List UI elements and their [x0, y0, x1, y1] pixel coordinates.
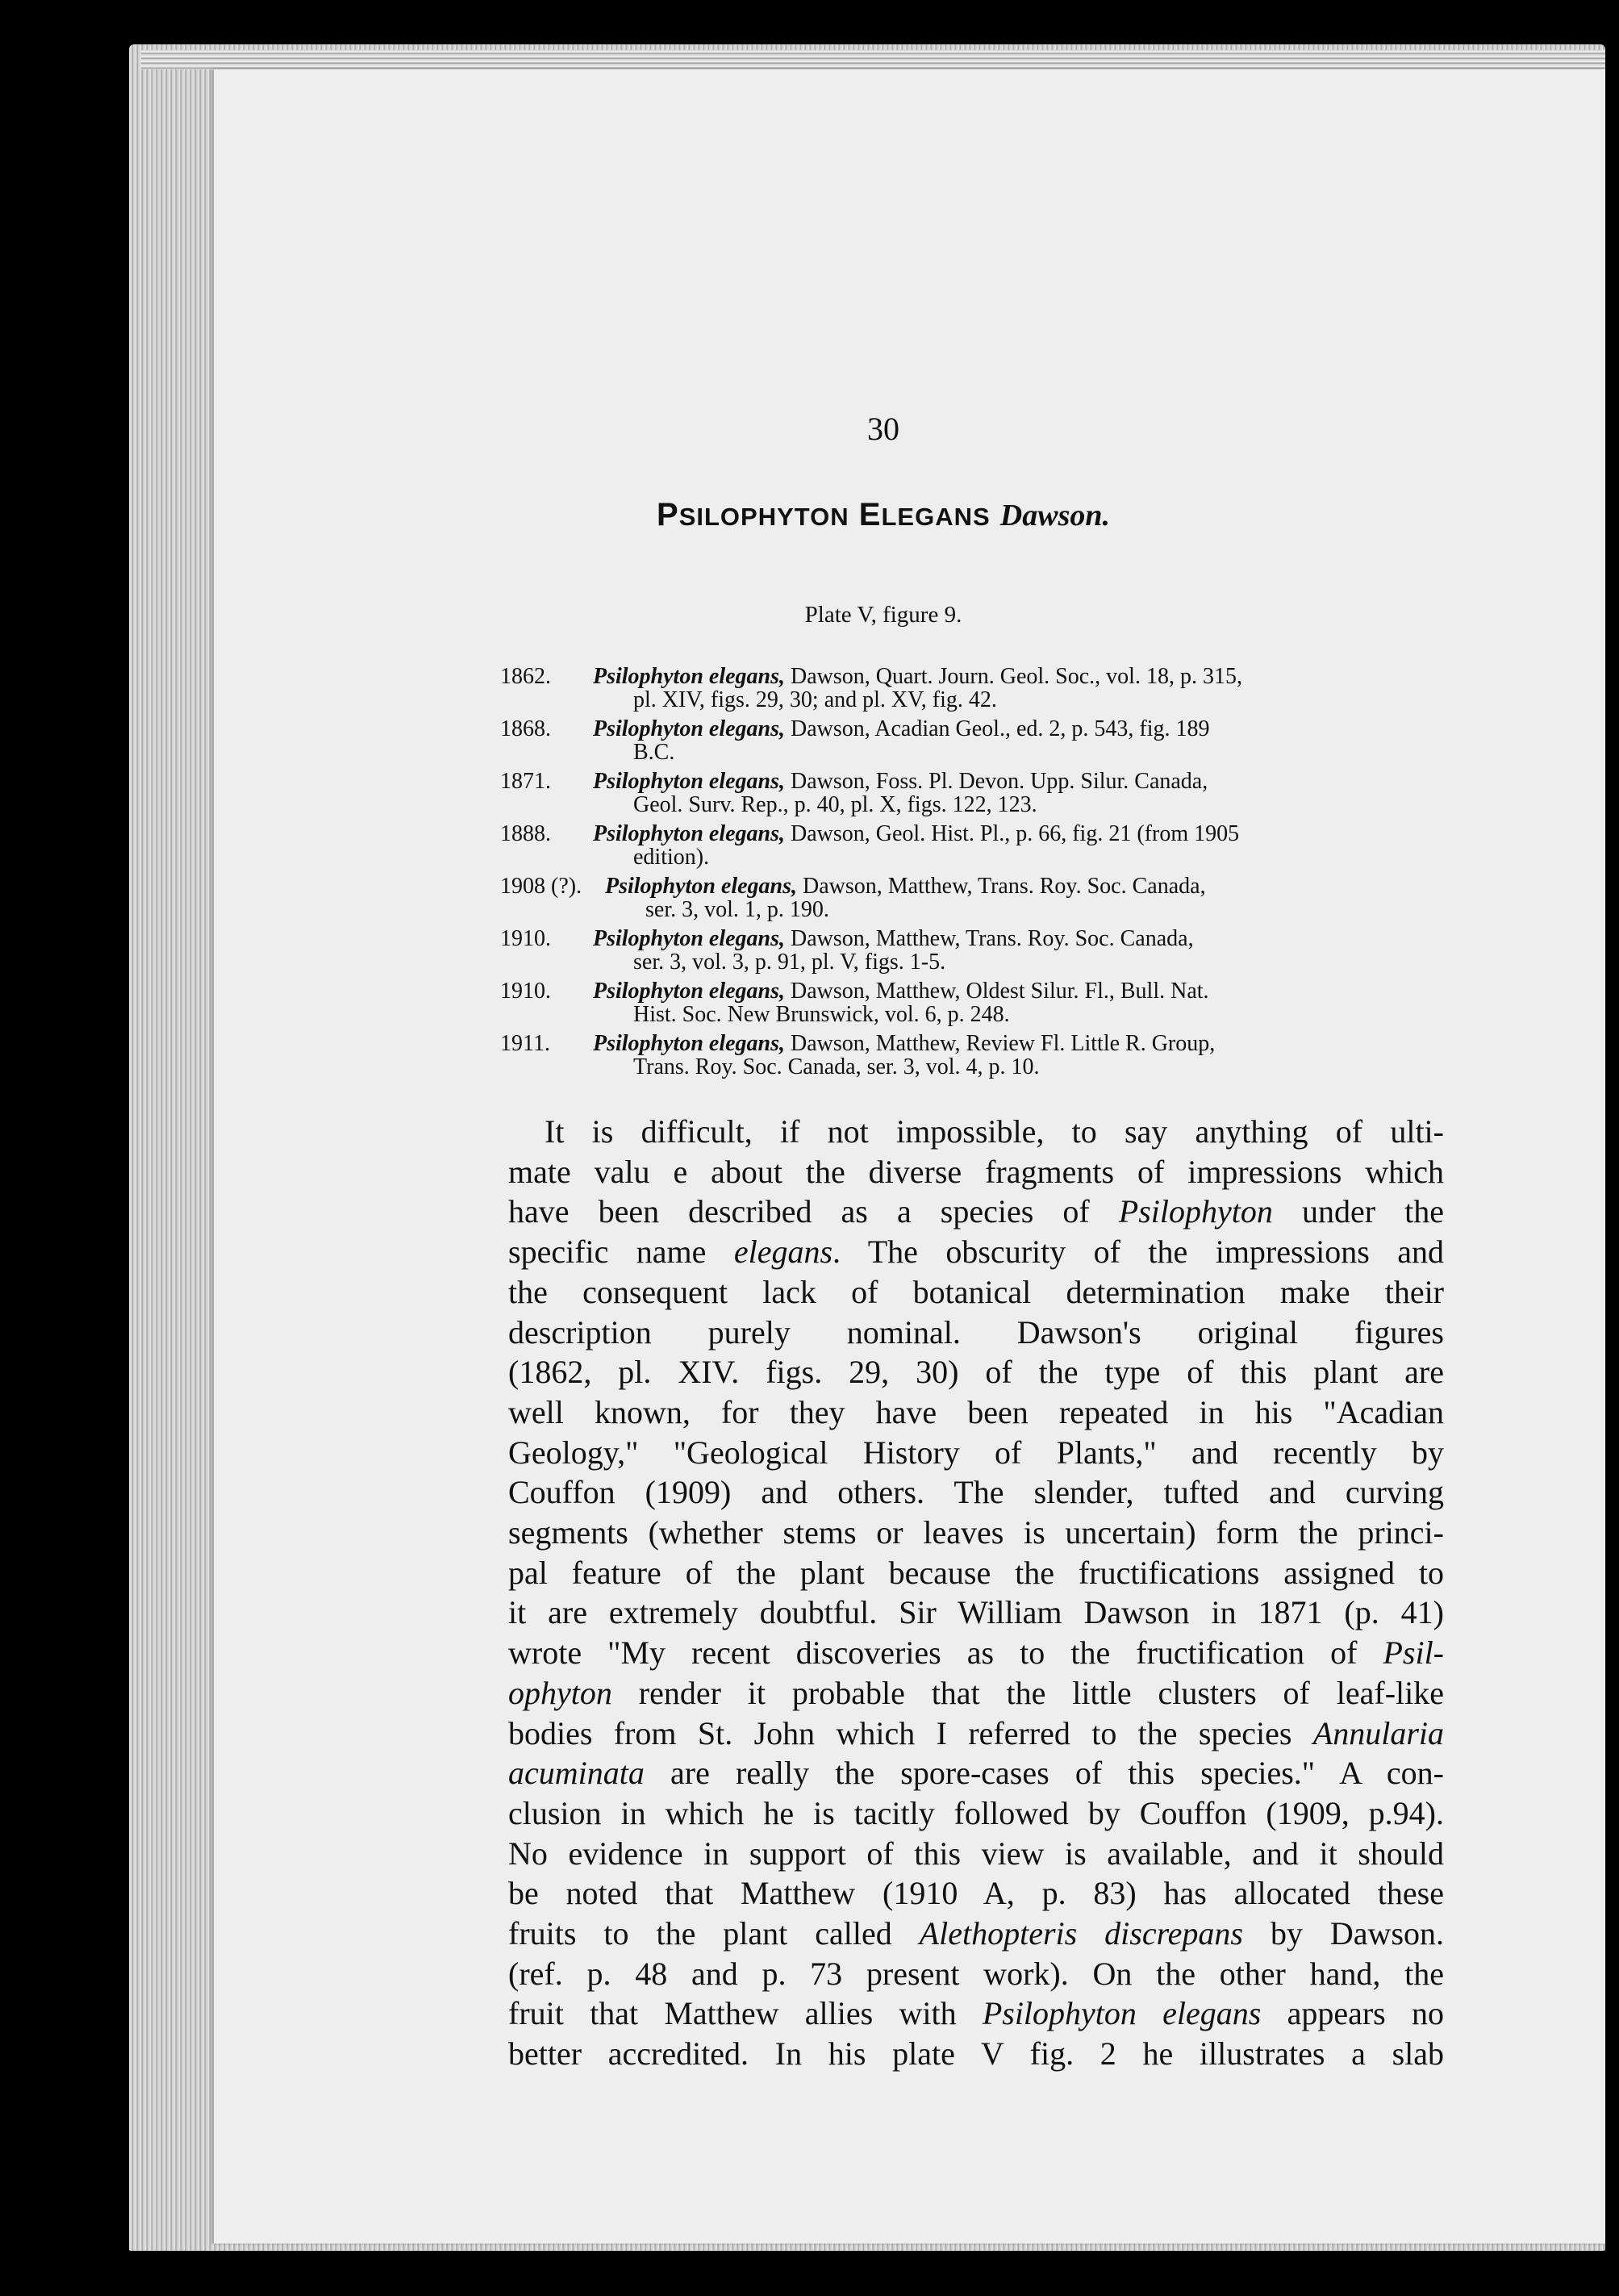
heading-species-initial: E — [858, 497, 882, 532]
text-line — [508, 1232, 1444, 1272]
synonymy-citation-line2: edition). — [633, 845, 710, 870]
synonymy-entry — [500, 1032, 1428, 1079]
text-segment: appears no — [1261, 1995, 1444, 2032]
synonymy-taxon-name: Psilophyton elegans, — [593, 664, 786, 689]
synonymy-citation-line1: Dawson, Matthew, Oldest Silur. Fl., Bull. Nat. — [785, 979, 1209, 1004]
synonymy-taxon-name: Psilophyton elegans, — [593, 1031, 786, 1056]
synonymy-year: 1868. — [500, 716, 551, 741]
text-line — [508, 1633, 1444, 1673]
text-line — [508, 2034, 1444, 2074]
text-segment: render it probable that the little clusters of leaf-like — [611, 1674, 1444, 1711]
text-line — [508, 1993, 1444, 2034]
italic-taxon: Alethopteris discrepans — [919, 1915, 1243, 1952]
heading-species-rest: LEGANS — [881, 503, 991, 531]
text-segment: are really the spore-cases of this species." A con- — [644, 1755, 1444, 1792]
synonymy-year: 1910. — [500, 979, 551, 1004]
synonymy-citation-line1: Dawson, Acadian Geol., ed. 2, p. 543, fig. 189 — [785, 716, 1210, 741]
synonymy-year: 1871. — [500, 769, 551, 794]
text-line — [508, 1192, 1444, 1232]
synonymy-taxon-name: Psilophyton elegans, — [593, 821, 786, 846]
synonymy-entry — [500, 770, 1428, 816]
text-line — [508, 1392, 1444, 1433]
text-line — [508, 1834, 1444, 1874]
synonymy-citation-line2: ser. 3, vol. 1, p. 190. — [645, 897, 829, 922]
synonymy-citation-line1: Dawson, Quart. Journ. Geol. Soc., vol. 18, p. 315, — [785, 664, 1242, 689]
text-line — [508, 1272, 1444, 1313]
text-line — [508, 1472, 1444, 1513]
text-segment: by Dawson. — [1243, 1915, 1445, 1952]
body-paragraph — [508, 1112, 1444, 2074]
synonymy-citation — [605, 875, 1428, 921]
text-line — [508, 1593, 1444, 1633]
text-line — [508, 1352, 1444, 1392]
synonymy-entry — [500, 822, 1428, 869]
synonymy-taxon-name: Psilophyton elegans, — [593, 716, 786, 741]
text-segment: have been described as a species of — [508, 1193, 1119, 1230]
synonymy-citation-line2: Geol. Surv. Rep., p. 40, pl. X, figs. 122, 123. — [633, 792, 1037, 817]
italic-taxon: Psilophyton — [1118, 1193, 1273, 1230]
synonymy-year: 1862. — [500, 664, 551, 689]
text-segment: description purely nominal. Dawson's original figures — [508, 1313, 1444, 1350]
synonymy-citation-line1: Dawson, Matthew, Review Fl. Little R. Group, — [785, 1031, 1216, 1056]
synonymy-citation-line1: Dawson, Matthew, Trans. Roy. Soc. Canada, — [797, 874, 1206, 899]
text-segment: bodies from St. John which I referred to the species — [508, 1714, 1313, 1751]
text-segment: clusion in which he is tacitly followed by Couffon (1909, p.94). — [508, 1794, 1444, 1831]
text-segment: . The obscurity of the impressions and — [832, 1234, 1444, 1271]
synonymy-citation-line2: pl. XIV, figs. 29, 30; and pl. XV, fig. 42. — [633, 687, 997, 712]
heading-initial: P — [657, 497, 679, 532]
synonymy-taxon-name: Psilophyton elegans, — [593, 769, 786, 794]
synonymy-year: 1888. — [500, 821, 551, 846]
synonymy-taxon-name: Psilophyton elegans, — [593, 979, 786, 1004]
text-line — [508, 1753, 1444, 1793]
text-segment: mate valu e about the diverse fragments of impressions which — [508, 1153, 1444, 1190]
text-line — [508, 1914, 1444, 1954]
text-line — [508, 1954, 1444, 1994]
text-segment: well known, for they have been repeated in his "Acadian — [508, 1393, 1444, 1430]
text-segment: Couffon (1909) and others. The slender, tufted and curving — [508, 1474, 1444, 1511]
text-line — [508, 1714, 1444, 1754]
synonymy-entry — [500, 927, 1428, 974]
synonymy-citation — [593, 717, 1428, 764]
italic-taxon: ophyton — [508, 1674, 612, 1711]
text-segment: It is difficult, if not impossible, to say anything of ulti- — [545, 1113, 1444, 1150]
synonymy-year: 1908 (?). — [500, 874, 582, 899]
text-line — [508, 1673, 1444, 1714]
synonymy-citation-line2: Trans. Roy. Soc. Canada, ser. 3, vol. 4, p. 10. — [633, 1054, 1040, 1079]
text-segment: fruit that Matthew allies with — [508, 1995, 983, 2032]
synonymy-citation-line1: Dawson, Matthew, Trans. Roy. Soc. Canada, — [785, 926, 1194, 951]
plate-reference: Plate V, figure 9. — [804, 602, 962, 628]
italic-taxon: Psil- — [1383, 1634, 1444, 1672]
book-page — [214, 69, 1605, 2244]
text-line — [508, 1152, 1444, 1192]
text-line — [508, 1433, 1444, 1473]
synonymy-citation — [593, 665, 1428, 712]
synonymy-citation-line2: B.C. — [633, 740, 675, 765]
text-line — [508, 1513, 1444, 1553]
species-heading — [480, 497, 1287, 533]
synonymy-list — [500, 665, 1428, 1084]
synonymy-entry — [500, 717, 1428, 764]
text-segment: specific name — [508, 1234, 734, 1271]
synonymy-entry — [500, 665, 1428, 712]
text-segment: fruits to the plant called — [508, 1915, 920, 1952]
synonymy-taxon-name: Psilophyton elegans, — [593, 926, 786, 951]
text-line — [508, 1112, 1444, 1152]
synonymy-entry — [500, 979, 1428, 1026]
synonymy-year: 1911. — [500, 1031, 550, 1056]
text-segment: the consequent lack of botanical determination make their — [508, 1273, 1444, 1310]
synonymy-citation-line2: ser. 3, vol. 3, p. 91, pl. V, figs. 1-5. — [633, 950, 946, 975]
synonymy-citation — [593, 927, 1428, 974]
text-line — [508, 1873, 1444, 1914]
text-line — [508, 1553, 1444, 1593]
page-number: 30 — [867, 411, 899, 447]
text-segment: it are extremely doubtful. Sir William Dawson in 1871 (p. 41) — [508, 1594, 1444, 1631]
text-segment: Geology," "Geological History of Plants," and recently by — [508, 1434, 1444, 1471]
synonymy-citation-line1: Dawson, Geol. Hist. Pl., p. 66, fig. 21 (from 1905 — [785, 821, 1240, 846]
synonymy-citation-line1: Dawson, Foss. Pl. Devon. Upp. Silur. Canada, — [785, 769, 1208, 794]
italic-taxon: Psilophyton elegans — [982, 1995, 1262, 2032]
text-segment: be noted that Matthew (1910 A, p. 83) has allocated these — [508, 1875, 1444, 1912]
synonymy-citation — [593, 770, 1428, 816]
book-top-edge — [141, 50, 1605, 69]
text-line — [508, 1793, 1444, 1834]
synonymy-entry — [500, 875, 1428, 921]
text-segment: (1862, pl. XIV. figs. 29, 30) of the type of this plant are — [508, 1354, 1444, 1391]
text-segment: segments (whether stems or leaves is uncertain) form the princi- — [508, 1514, 1444, 1551]
text-segment: pal feature of the plant because the fructifications assigned to — [508, 1554, 1444, 1591]
synonymy-citation-line2: Hist. Soc. New Brunswick, vol. 6, p. 248. — [633, 1002, 1010, 1027]
synonymy-citation — [593, 979, 1428, 1026]
text-segment: (ref. p. 48 and p. 73 present work). On the other hand, the — [508, 1955, 1444, 1992]
text-segment: under the — [1272, 1193, 1444, 1230]
italic-taxon: Annularia — [1312, 1714, 1444, 1751]
synonymy-taxon-name: Psilophyton elegans, — [605, 874, 798, 899]
heading-genus-rest: SILOPHYTON — [678, 503, 849, 531]
italic-taxon: elegans — [733, 1234, 833, 1271]
synonymy-year: 1910. — [500, 926, 551, 951]
text-segment: No evidence in support of this view is available, and it should — [508, 1835, 1444, 1872]
heading-author: Dawson. — [999, 499, 1110, 532]
synonymy-citation — [593, 822, 1428, 869]
text-segment: better accredited. In his plate V fig. 2 he illustrates a slab — [508, 2035, 1444, 2073]
synonymy-citation — [593, 1032, 1428, 1079]
text-segment: wrote "My recent discoveries as to the fructification of — [508, 1634, 1383, 1672]
text-line — [508, 1313, 1444, 1353]
italic-taxon: acuminata — [508, 1755, 645, 1792]
